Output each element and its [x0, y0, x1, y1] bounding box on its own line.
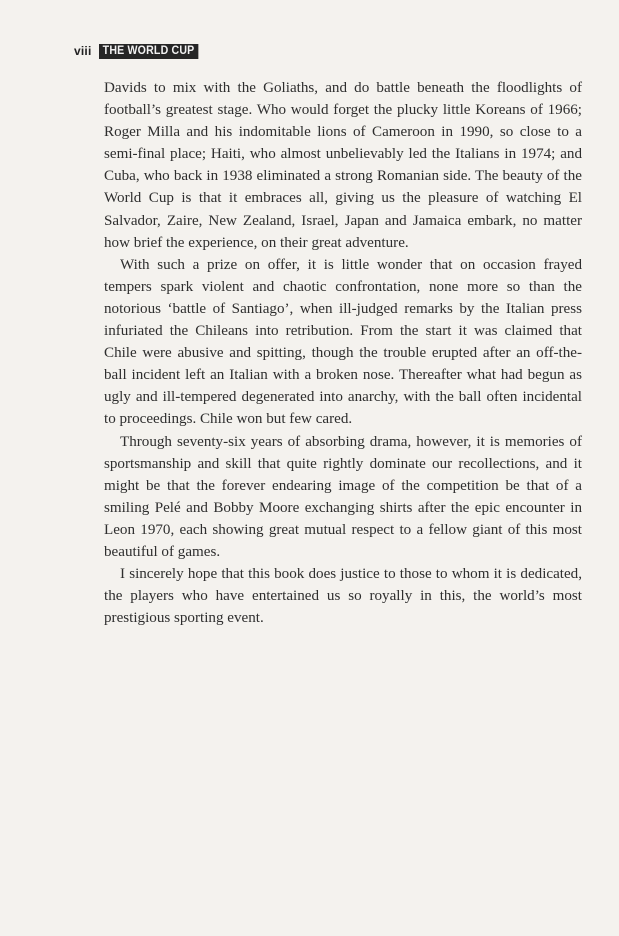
book-title-label: THE WORLD CUP [99, 44, 198, 59]
body-text [104, 77, 582, 629]
paragraph-1: Davids to mix with the Goliaths, and do battle beneath the floodlights of football’s greatest stage. Who would forget the plucky little Koreans of 1966; Roger Milla and his indomitable lions of Cameroon in 1990, so close to a semi-final place; Haiti, who almost unbelievably led the Italians in 1974; and Cuba, who back in 1938 eliminated a strong Romanian side. The beauty of the World Cup is that it embraces all, giving us the pleasure of watching El Salvador, Zaire, New Zealand, Israel, Japan and Jamaica embark, no matter how brief the experience, on their great adventure. [104, 80, 582, 251]
paragraph-3: Through seventy-six years of absorbing drama, however, it is memories of sportsmanship and skill that quite rightly dominate our recollections, and it might be that the forever endearing image of the competition be that of a smiling Pelé and Bobby Moore exchanging shirts after the epic encounter in Leon 1970, each showing great mutual respect to a fellow giant of this most beautiful of games. [104, 433, 582, 560]
page-number: viii [74, 44, 92, 58]
paragraph-2: With such a prize on offer, it is little wonder that on occasion frayed tempers spark violent and chaotic confrontation, none more so than the notorious ‘battle of Santiago’, when ill-judged remarks by the Italian press infuriated the Chileans into retribution. From the start it was claimed that Chile were abusive and spitting, though the trouble erupted after an off-the-ball incident left an Italian with a broken nose. Thereafter what had begun as ugly and ill-tempered degenerated into anarchy, with the ball often incidental to proceedings. Chile won but few cared. [104, 256, 582, 428]
paragraph-4: I sincerely hope that this book does justice to those to whom it is dedicated, the players who have entertained us so royally in this, the world’s most prestigious sporting event. [104, 566, 582, 627]
running-head [74, 43, 207, 59]
